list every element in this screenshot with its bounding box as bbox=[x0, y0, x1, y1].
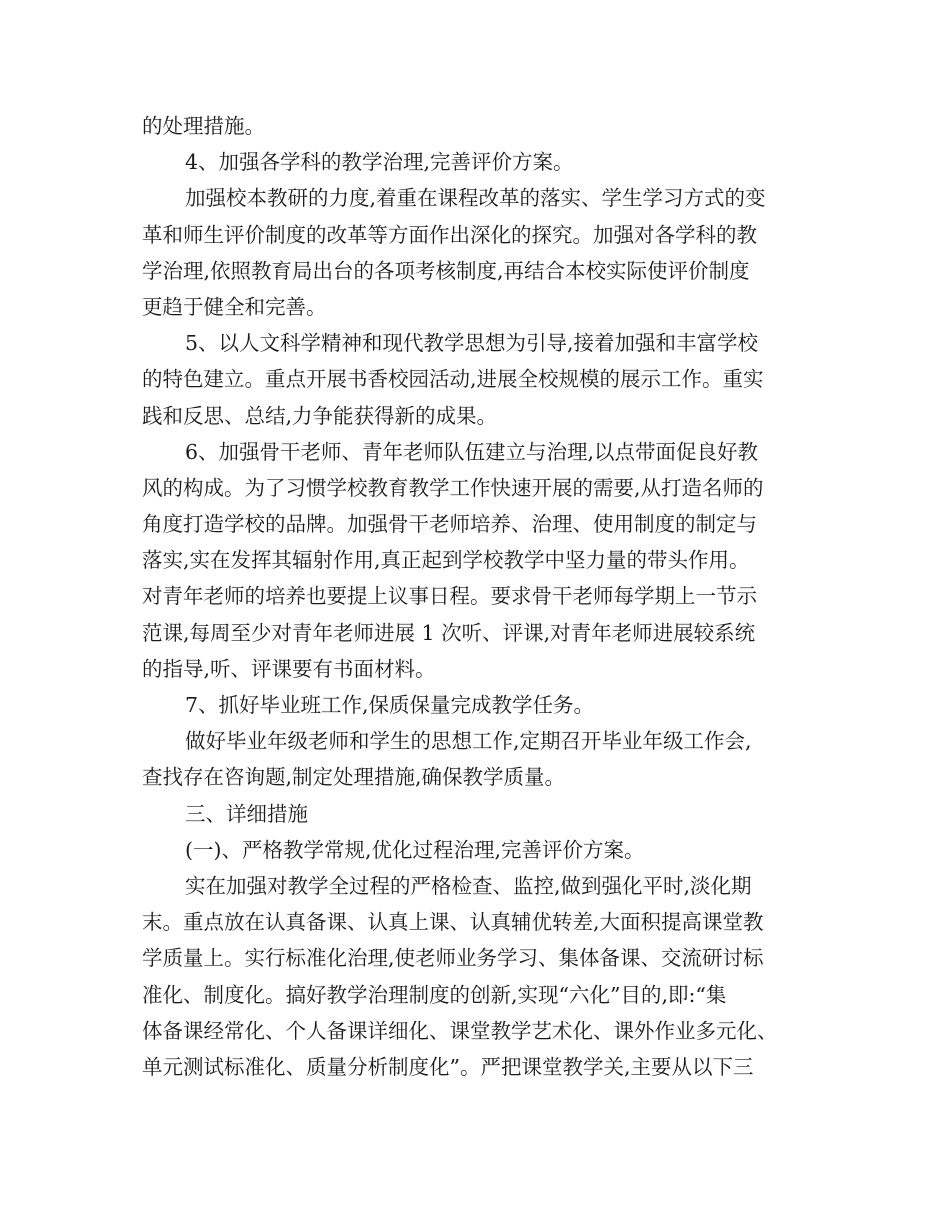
text-line: 的处理措施。 bbox=[142, 114, 265, 138]
text-line: 末。重点放在认真备课、认真上课、认真辅优转差,大面积提高课堂教 bbox=[142, 910, 764, 935]
text-line: 对青年老师的培养也要提上议事日程。要求骨干老师每学期上一节示 bbox=[142, 584, 757, 609]
text-line: 践和反思、总结,力争能获得新的成果。 bbox=[142, 403, 498, 428]
text-line: 加强校本教研的力度,着重在课程改革的落实、学生学习方式的变 bbox=[185, 186, 766, 211]
text-line: 革和师生评价制度的改革等方面作出深化的探究。加强对各学科的教 bbox=[142, 222, 757, 247]
text-line: 7、抓好毕业班工作,保质保量完成教学任务。 bbox=[185, 693, 595, 717]
text-line: 的特色建立。重点开展书香校园活动,进展全校规模的展示工作。重实 bbox=[142, 367, 764, 392]
text-line: 范课,每周至少对青年老师进展 1 次听、评课,对青年老师进展较系统 bbox=[142, 620, 756, 645]
text-line: 更趋于健全和完善。 bbox=[142, 294, 327, 319]
text-line: 落实,实在发挥其辐射作用,真正起到学校教学中坚力量的带头作用。 bbox=[142, 548, 750, 573]
text-line: 体备课经常化、个人备课详细化、课堂教学艺术化、课外作业多元化、 bbox=[142, 1018, 778, 1043]
text-line: 5、以人文科学精神和现代教学思想为引导,接着加强和丰富学校 bbox=[185, 331, 759, 356]
text-line: 的指导,听、评课要有书面材料。 bbox=[142, 656, 436, 681]
text-line: 学治理,依照教育局出台的各项考核制度,再结合本校实际使评价制度 bbox=[142, 258, 750, 283]
text-line: 查找存在咨询题,制定处理措施,确保教学质量。 bbox=[142, 765, 566, 790]
text-line: (一)、严格教学常规,优化过程治理,完善评价方案。 bbox=[185, 837, 645, 862]
text-line: 实在加强对教学全过程的严格检查、监控,做到强化平时,淡化期 bbox=[185, 873, 752, 898]
text-line: 做好毕业年级老师和学生的思想工作,定期召开毕业年级工作会, bbox=[185, 729, 752, 754]
text-line: 6、加强骨干老师、青年老师队伍建立与治理,以点带面促良好教 bbox=[185, 439, 759, 464]
text-line: 准化、制度化。搞好教学治理制度的创新,实现“六化”目的,即:“集 bbox=[142, 982, 727, 1007]
text-line: 学质量上。实行标准化治理,使老师业务学习、集体备课、交流研讨标 bbox=[142, 946, 764, 971]
text-line: 角度打造学校的品牌。加强骨干老师培养、治理、使用制度的制定与 bbox=[142, 512, 757, 537]
text-line: 风的构成。为了习惯学校教育教学工作快速开展的需要,从打造名师的 bbox=[142, 475, 764, 500]
document-body bbox=[142, 108, 822, 1085]
text-line: 三、详细措施 bbox=[185, 801, 308, 826]
text-line: 4、加强各学科的教学治理,完善评价方案。 bbox=[185, 150, 574, 175]
text-line: 单元测试标准化、质量分析制度化”。严把课堂教学关,主要从以下三 bbox=[142, 1054, 754, 1079]
